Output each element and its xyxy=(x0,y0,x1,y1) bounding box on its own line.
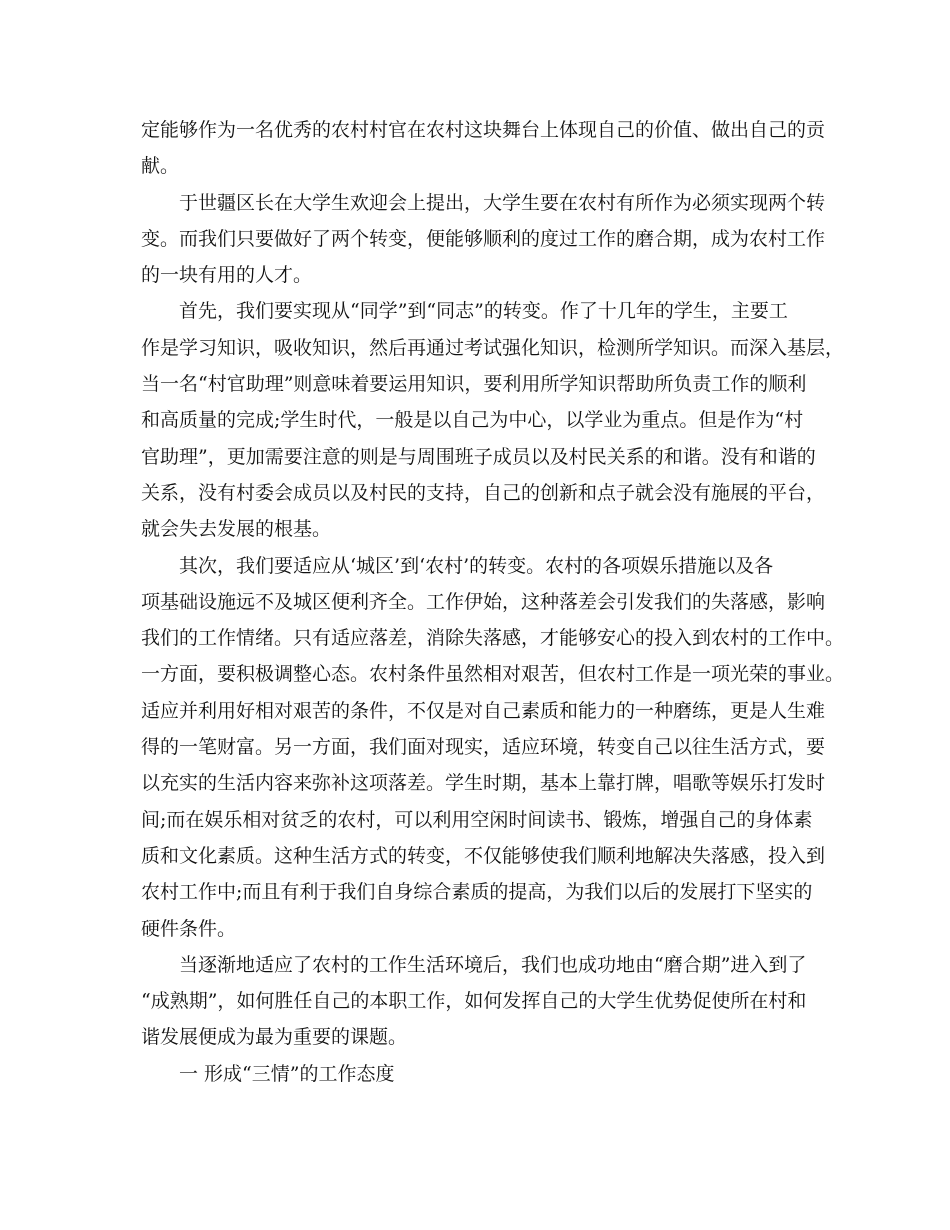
text-line: 适应并利用好相对艰苦的条件，不仅是对自己素质和能力的一种磨练，更是人生难 xyxy=(141,699,826,722)
text-line: 项基础设施远不及城区便利齐全。工作伊始，这种落差会引发我们的失落感，影响 xyxy=(141,590,826,613)
text-line: 和高质量的完成;学生时代，一般是以自己为中心，以学业为重点。但是作为“村 xyxy=(141,409,804,432)
text-line: 的一块有用的人才。 xyxy=(141,264,313,287)
paragraph-first-line: 当逐渐地适应了农村的工作生活环境后，我们也成功地由“磨合期”进入到了 xyxy=(179,953,807,976)
section-heading: 一 形成“三情”的工作态度 xyxy=(179,1062,395,1085)
document-body xyxy=(141,112,845,1092)
text-line: 作是学习知识，吸收知识，然后再通过考试强化知识，检测所学知识。而深入基层， xyxy=(141,336,845,359)
text-line: 关系，没有村委会成员以及村民的支持，自己的创新和点子就会没有施展的平台， xyxy=(141,481,826,504)
text-line: 间;而在娱乐相对贫乏的农村，可以利用空闲时间读书、锻炼，增强自己的身体素 xyxy=(141,808,813,831)
text-line: 农村工作中;而且有利于我们自身综合素质的提高，为我们以后的发展打下坚实的 xyxy=(141,881,813,904)
text-line: 定能够作为一名优秀的农村村官在农村这块舞台上体现自己的价值、做出自己的贡 xyxy=(141,119,826,141)
text-line: 以充实的生活内容来弥补这项落差。学生时期，基本上靠打牌，唱歌等娱乐打发时 xyxy=(141,772,826,795)
text-line: 一方面，要积极调整心态。农村条件虽然相对艰苦，但农村工作是一项光荣的事业。 xyxy=(141,663,845,686)
text-line: 就会失去发展的根基。 xyxy=(141,518,332,541)
text-line: 得的一笔财富。另一方面，我们面对现实，适应环境，转变自己以往生活方式，要 xyxy=(141,736,826,759)
text-line: 我们的工作情绪。只有适应落差，消除失落感，才能够安心的投入到农村的工作中。 xyxy=(141,627,845,650)
text-line: “成熟期”，如何胜任自己的本职工作，如何发挥自己的大学生优势促使所在村和 xyxy=(141,990,807,1013)
text-line: 质和文化素质。这种生活方式的转变，不仅能够使我们顺利地解决失落感，投入到 xyxy=(141,844,826,867)
text-line: 官助理”，更加需要注意的则是与周围班子成员以及村民关系的和谐。没有和谐的 xyxy=(141,445,816,468)
text-line: 硬件条件。 xyxy=(141,917,237,940)
text-line: 谐发展便成为最为重要的课题。 xyxy=(141,1026,408,1049)
paragraph-first-line: 首先，我们要实现从“同学”到“同志”的转变。作了十几年的学生，主要工 xyxy=(179,300,788,323)
text-line: 当一名“村官助理”则意味着要运用知识，要利用所学知识帮助所负责工作的顺利 xyxy=(141,373,807,396)
paragraph-first-line: 于世疆区长在大学生欢迎会上提出，大学生要在农村有所作为必须实现两个转 xyxy=(179,191,826,214)
text-line: 变。而我们只要做好了两个转变，便能够顺利的度过工作的磨合期，成为农村工作 xyxy=(141,227,826,250)
paragraph-first-line: 其次，我们要适应从‘城区’到‘农村’的转变。农村的各项娱乐措施以及各 xyxy=(179,554,774,577)
text-line: 献。 xyxy=(141,155,180,178)
